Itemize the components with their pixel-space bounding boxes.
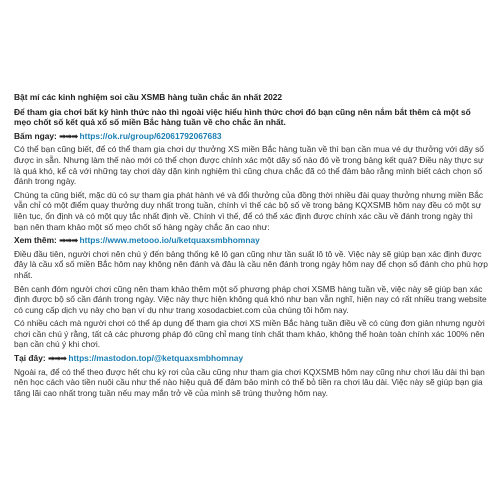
arrow-icon: ➡➡➡ <box>47 353 67 364</box>
paragraph-6: Ngoài ra, để có thể theo được hết chu kỳ rơi của cầu cũng như tham gia chơi KQXSMB hôm nay cũng như chơi lâu dài thì bạn nên học cách vào tiền nuôi cầu như thế nào hiệu quả để đảm bảo mình có thể bỏ tiền ra chơi lâu dài. Việc này sẽ giúp bạn gia tăng lãi cao nhất trong tuần nếu may mắn trở về của mình sẽ trúng thưởng hôm nay. <box>14 366 485 398</box>
arrow-icon: ➡➡➡ <box>59 235 78 246</box>
article-lead: Để tham gia chơi bất kỳ hình thức nào thì ngoài việc hiểu hình thức chơi đó bạn cũng nên nắm bắt thêm cả một số mẹo chốt số kết quả xổ số miền Bắc hàng tuần về cho chắc ăn nhất. <box>14 106 471 128</box>
link-prefix: Tại đây: <box>14 353 46 364</box>
arrow-icon: ➡➡➡ <box>59 130 78 141</box>
link-prefix: Xem thêm: <box>14 235 57 246</box>
link-ok-ru[interactable]: https://ok.ru/group/62061792067683 <box>79 130 222 141</box>
paragraph-2: Chúng ta cũng biết, mặc dù có sự tham gia phát hành vé và đổi thưởng của đồng thời nhiều đài quay thưởng nhưng miền Bắc vẫn chỉ có một điểm quay thưởng duy nhất trong tuần, chính vì thế các bộ số về trong bảng KQXSMB hôm nay đều có một sự liên tục, ổn định và có một quy tắc nhất định về. Chính vì thế, để có thể xác định được chính xác cầu về đánh trong ngày thì bạn nên tham khảo một số mẹo chốt số hàng ngày chắc ăn cao như: <box>14 189 484 232</box>
article-title: Bật mí các kinh nghiệm soi cầu XSMB hàng tuần chắc ăn nhất 2022 <box>14 92 283 102</box>
link-prefix: Bấm ngay: <box>14 130 57 141</box>
paragraph-4: Bên cạnh đóm người chơi cũng nên tham khảo thêm một số phương pháp chơi XSMB hàng tuần về, việc này sẽ giúp bạn xác định được bộ số cần đánh trong ngày. Việc này thực hiện không quá khó như bạn vẫn nghĩ, hiện nay có rất nhiều trang website có cung cấp dịch vụ này cho bạn ví dụ như trang xosodacbiet.com của chúng tôi hôm nay. <box>14 283 487 315</box>
link-line-2 <box>14 235 488 246</box>
paragraph-5: Có nhiều cách mà người chơi có thể áp dụng để tham gia chơi XS miền Bắc hàng tuần điều về có cùng đơn giản nhưng người chơi cần chú ý rằng, tất cả các phương pháp đó cũng chỉ mang tính chất tham khảo, không thể hoàn toàn chính xác 100% nên bạn cần chú ý khi chơi. <box>14 318 485 350</box>
link-line-1 <box>14 131 488 142</box>
link-mastodon[interactable]: https://mastodon.top/@ketquaxsmbhomnay <box>68 353 244 364</box>
link-metooo[interactable]: https://www.metooo.io/u/ketquaxsmbhomnay <box>79 235 260 246</box>
link-line-3 <box>14 353 488 364</box>
article <box>14 92 488 401</box>
paragraph-3: Điều đầu tiên, người chơi nên chú ý đến bảng thống kê lô gan cũng như tần suất lô tô về. Việc này sẽ giúp bạn xác định được đây là cầu xổ số miền Bắc hôm nay không nên đánh và đâu là cầu nên đánh trong ngày hôm nay để chọn số đánh cho phù hợp nhất. <box>14 248 488 280</box>
paragraph-1: Có thể bạn cũng biết, để có thể tham gia chơi dự thưởng XS miền Bắc hàng tuần về thì bạn cần mua vé dự thưởng với dãy số được in sẵn. Nhưng làm thế nào mới có thể chọn được chính xác một dãy số nào đó về trong bảng kết quả? Điều này thực sự là quá khó, kể cả với những tay chơi dày dặn kinh nghiệm thì cũng chưa chắc đã có thể đảm bảo rằng mình biết cách chọn số đánh trong ngày. <box>14 144 484 187</box>
